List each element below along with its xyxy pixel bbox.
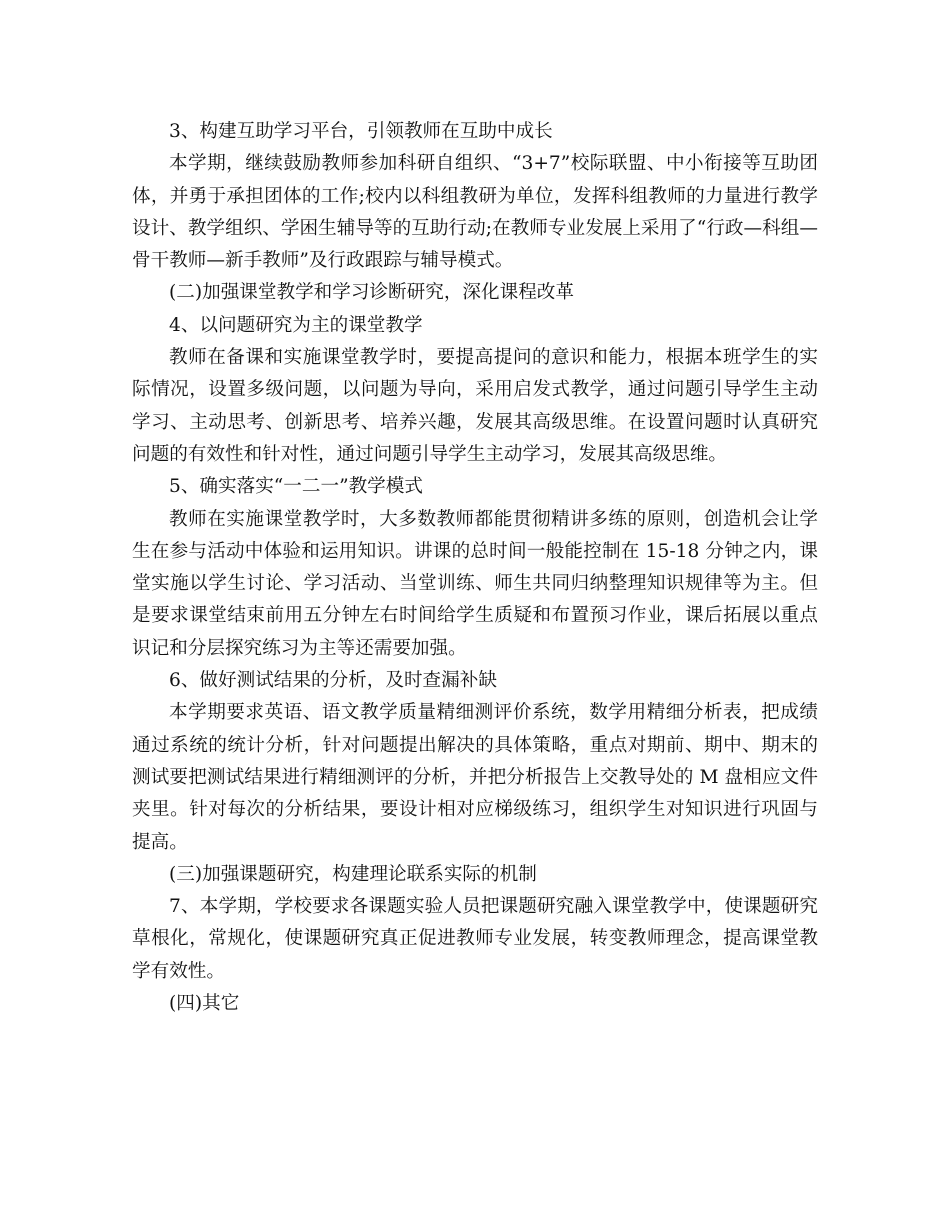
heading-section-3: 3、构建互助学习平台，引领教师在互助中成长 xyxy=(169,121,553,142)
document-body xyxy=(132,116,818,1020)
paragraph-mutual-assistance: 本学期，继续鼓励教师参加科研自组织、“3+7”校际联盟、中小衔接等互助团体，并勇于承担团体的工作;校内以科组教研为单位，发挥科组教师的力量进行教学设计、教学组织、学困生辅导等的互助行动;在教师专业发展上采用了“行政—科组—骨干教师—新手教师”及行政跟踪与辅导模式。 xyxy=(132,153,818,272)
paragraph-teaching-model: 教师在实施课堂教学时，大多数教师都能贯彻精讲多练的原则，创造机会让学生在参与活动中体验和运用知识。讲课的总时间一般能控制在 15-18 分钟之内，课堂实施以学生讨论、学习活动、当堂训练、师生共同归纳整理知识规律等为主。但是要求课堂结束前用五分钟左右时间给学生质疑和布置预习作业，课后拓展以重点识记和分层探究练习为主等还需要加强。 xyxy=(132,508,818,659)
heading-section-5: 5、确实落实“一二一”教学模式 xyxy=(169,476,423,498)
heading-part-2: (二)加强课堂教学和学习诊断研究，深化课程改革 xyxy=(169,282,574,304)
heading-part-3: (三)加强课题研究，构建理论联系实际的机制 xyxy=(169,863,537,885)
paragraph-research-topics: 7、本学期，学校要求各课题实验人员把课题研究融入课堂教学中，使课题研究草根化，常规化，使课题研究真正促进教师专业发展，转变教师理念，提高课堂教学有效性。 xyxy=(132,896,818,982)
paragraph-problem-research: 教师在备课和实施课堂教学时，要提高提问的意识和能力，根据本班学生的实际情况，设置多级问题，以问题为导向，采用启发式教学，通过问题引导学生主动学习、主动思考、创新思考、培养兴趣，发展其高级思维。在设置问题时认真研究问题的有效性和针对性，通过问题引导学生主动学习，发展其高级思维。 xyxy=(132,347,818,465)
heading-section-4: 4、以问题研究为主的课堂教学 xyxy=(169,314,423,336)
paragraph-test-analysis: 本学期要求英语、语文教学质量精细测评价系统，数学用精细分析表，把成绩通过系统的统计分析，针对问题提出解决的具体策略，重点对期前、期中、期末的测试要把测试结果进行精细测评的分析，并把分析报告上交教导处的 M 盘相应文件夹里。针对每次的分析结果，要设计相对应梯级练习，组织学生对知识进行巩固与提高。 xyxy=(132,702,818,853)
heading-part-4: (四)其它 xyxy=(169,993,240,1015)
heading-section-6: 6、做好测试结果的分析，及时查漏补缺 xyxy=(169,670,497,692)
